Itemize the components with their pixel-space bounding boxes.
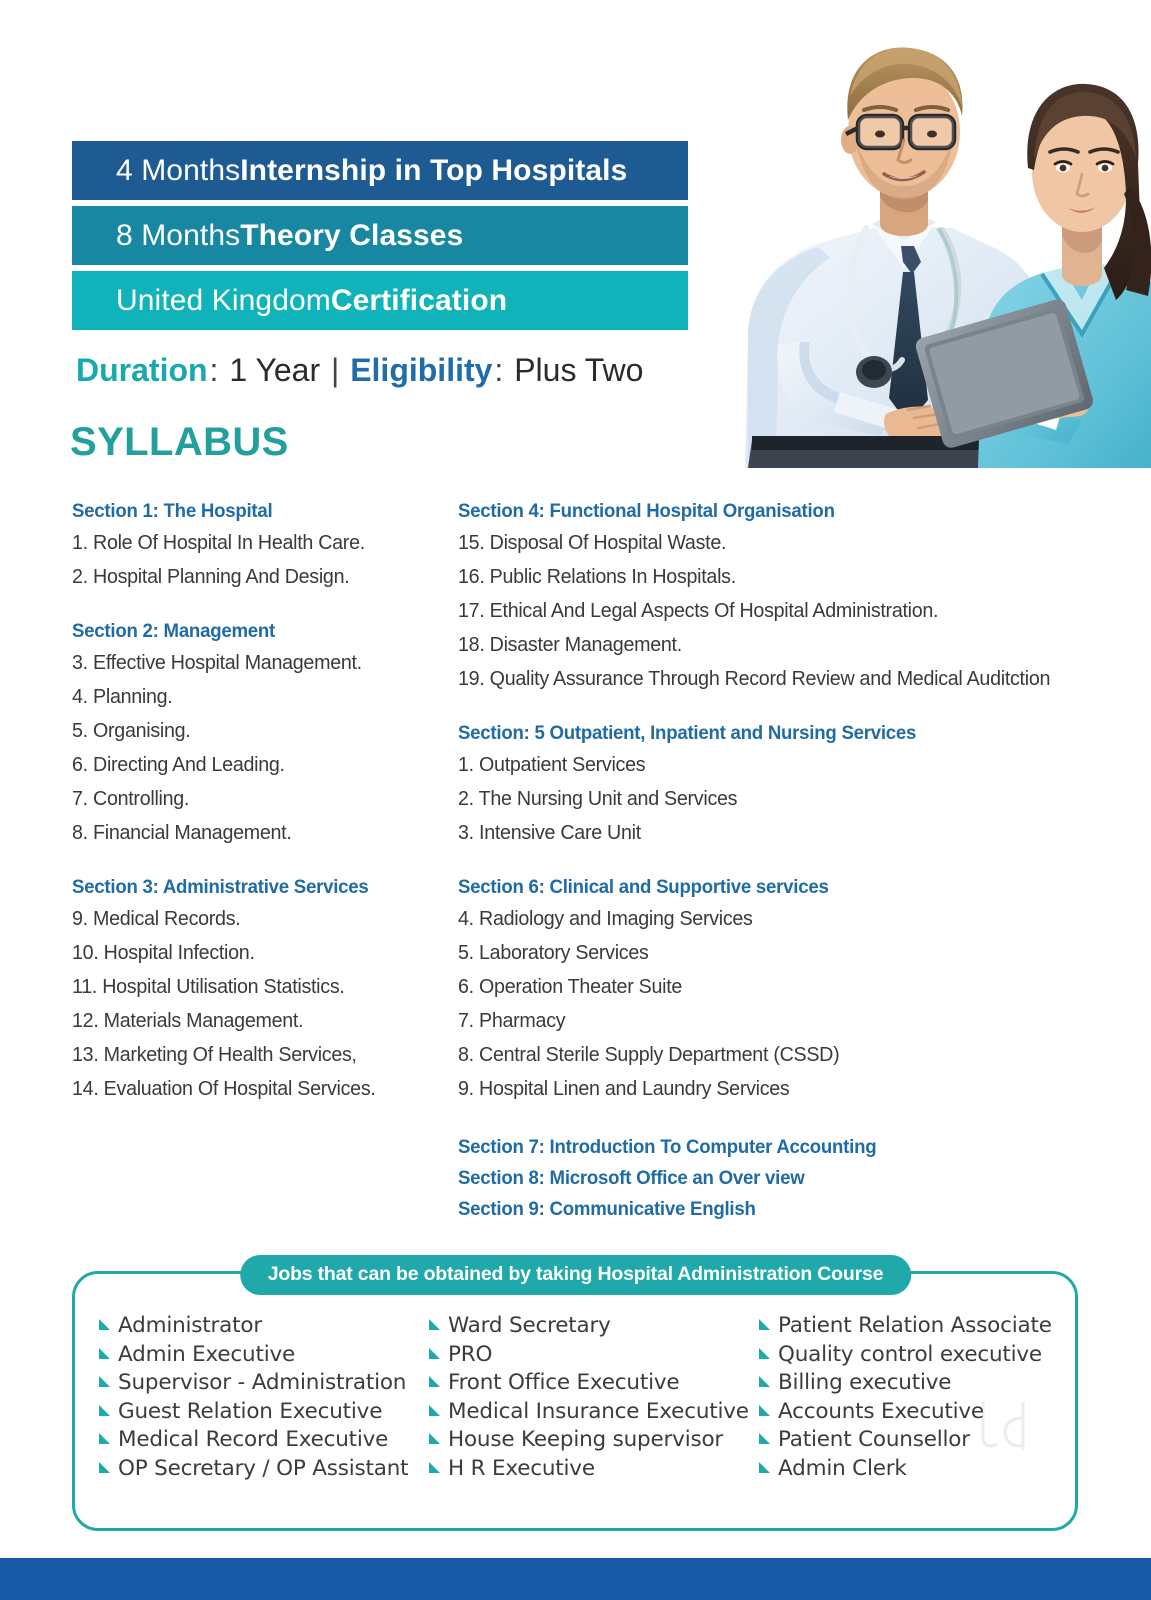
section-item: 2. The Nursing Unit and Services <box>458 787 738 810</box>
section-heading: Section 8: Microsoft Office an Over view <box>458 1167 805 1189</box>
section-item: 6. Operation Theater Suite <box>458 975 683 998</box>
job-label: Billing executive <box>778 1370 952 1395</box>
job-label: OP Secretary / OP Assistant <box>118 1455 409 1481</box>
triangle-bullet-icon <box>98 1375 111 1388</box>
list-item <box>758 1341 1078 1370</box>
list-item <box>428 1312 758 1341</box>
section-heading: Section 3: Administrative Services <box>72 876 369 898</box>
section-heading: Section 2: Management <box>72 620 275 642</box>
list-item <box>428 1426 758 1455</box>
section-block <box>458 876 1098 1106</box>
banner-bar-certification <box>72 271 688 330</box>
section-block <box>458 500 1098 696</box>
section-item: 10. Hospital Infection. <box>72 941 255 964</box>
section-block <box>458 722 1098 850</box>
section-item: 5. Organising. <box>72 719 191 742</box>
triangle-bullet-icon <box>428 1318 441 1331</box>
highlight-banner-stack <box>72 141 688 336</box>
section-item: 11. Hospital Utilisation Statistics. <box>72 975 345 998</box>
triangle-bullet-icon <box>758 1404 771 1417</box>
jobs-grid <box>72 1312 1078 1483</box>
triangle-bullet-icon <box>758 1347 771 1360</box>
triangle-bullet-icon <box>428 1375 441 1388</box>
eligibility-label: Eligibility <box>350 352 493 388</box>
duration-eligibility-line <box>76 352 643 389</box>
list-item <box>758 1369 1078 1398</box>
section-heading: Section 7: Introduction To Computer Accounting <box>458 1136 877 1158</box>
list-item <box>428 1455 758 1484</box>
list-item <box>98 1426 428 1455</box>
section-item: 7. Controlling. <box>72 787 190 810</box>
section-block <box>72 500 452 594</box>
duration-label: Duration <box>76 352 208 388</box>
triangle-bullet-icon <box>98 1404 111 1417</box>
section-item: 18. Disaster Management. <box>458 633 682 656</box>
list-item <box>98 1312 428 1341</box>
section-item: 1. Outpatient Services <box>458 753 646 776</box>
section-item: 8. Central Sterile Supply Department (CSSD) <box>458 1043 840 1066</box>
job-label: Medical Record Executive <box>118 1427 389 1452</box>
job-label: H R Executive <box>448 1455 595 1481</box>
syllabus-left-column <box>72 500 452 1132</box>
syllabus-title: SYLLABUS <box>70 420 289 464</box>
triangle-bullet-icon <box>758 1375 771 1388</box>
section-item: 1. Role Of Hospital In Health Care. <box>72 531 365 554</box>
duration-value: 1 Year <box>229 352 321 388</box>
section-block <box>72 620 452 850</box>
banner-bar-3-strong: Certification <box>330 283 508 317</box>
list-item <box>98 1455 428 1484</box>
job-label: Accounts Executive <box>778 1398 984 1424</box>
justdial-watermark-icon <box>973 1398 1035 1454</box>
job-label: Front Office Executive <box>448 1370 680 1395</box>
job-label: Patient Counsellor <box>778 1427 970 1452</box>
detail-divider: | <box>330 352 340 388</box>
section-heading: Section 6: Clinical and Supportive services <box>458 876 829 898</box>
list-item <box>98 1341 428 1370</box>
list-item <box>98 1369 428 1398</box>
section-item: 9. Hospital Linen and Laundry Services <box>458 1077 790 1100</box>
syllabus-right-column <box>458 500 1098 1225</box>
triangle-bullet-icon <box>98 1318 111 1331</box>
banner-bar-internship <box>72 141 688 200</box>
section-item: 14. Evaluation Of Hospital Services. <box>72 1077 376 1100</box>
jobs-column-2 <box>428 1312 758 1483</box>
section-item: 5. Laboratory Services <box>458 941 649 964</box>
job-label: Medical Insurance Executive <box>448 1398 749 1424</box>
section-item: 3. Effective Hospital Management. <box>72 651 362 674</box>
job-label: Guest Relation Executive <box>118 1398 383 1424</box>
list-item <box>428 1398 758 1427</box>
job-label: Admin Clerk <box>778 1455 907 1481</box>
triangle-bullet-icon <box>758 1461 771 1474</box>
list-item <box>428 1341 758 1370</box>
job-label: Admin Executive <box>118 1341 296 1367</box>
section-item: 6. Directing And Leading. <box>72 753 285 776</box>
list-item <box>428 1369 758 1398</box>
banner-bar-2-strong: Theory Classes <box>240 218 464 252</box>
section-item: 12. Materials Management. <box>72 1009 304 1032</box>
job-label: Administrator <box>118 1313 262 1338</box>
section-item: 4. Planning. <box>72 685 173 708</box>
triangle-bullet-icon <box>98 1461 111 1474</box>
job-label: Supervisor - Administration <box>118 1370 407 1395</box>
section-item: 9. Medical Records. <box>72 907 241 930</box>
jobs-panel-title: Jobs that can be obtained by taking Hospital Administration Course <box>240 1255 912 1295</box>
banner-bar-3-prefix: United Kingdom <box>116 283 331 317</box>
section-item: 15. Disposal Of Hospital Waste. <box>458 531 727 554</box>
list-item <box>758 1312 1078 1341</box>
triangle-bullet-icon <box>428 1461 441 1474</box>
section-item: 13. Marketing Of Health Services, <box>72 1043 357 1066</box>
section-heading: Section 4: Functional Hospital Organisation <box>458 500 835 522</box>
job-label: PRO <box>448 1341 493 1367</box>
banner-bar-2-prefix: 8 Months <box>116 218 241 252</box>
eligibility-colon: : <box>494 352 504 388</box>
list-item <box>758 1455 1078 1484</box>
section-heading: Section 9: Communicative English <box>458 1198 756 1220</box>
jobs-column-1 <box>98 1312 428 1483</box>
section-block <box>72 876 452 1106</box>
section-heading: Section 1: The Hospital <box>72 500 273 522</box>
section-item: 19. Quality Assurance Through Record Review and Medical Auditction <box>458 667 1051 690</box>
footer-bar <box>0 1558 1151 1600</box>
section-item: 3. Intensive Care Unit <box>458 821 641 844</box>
triangle-bullet-icon <box>428 1404 441 1417</box>
section-item: 17. Ethical And Legal Aspects Of Hospital Administration. <box>458 599 939 622</box>
section-item: 16. Public Relations In Hospitals. <box>458 565 736 588</box>
eligibility-value: Plus Two <box>514 352 644 388</box>
section-heading: Section: 5 Outpatient, Inpatient and Nursing Services <box>458 722 917 744</box>
job-label: Ward Secretary <box>448 1313 611 1338</box>
triangle-bullet-icon <box>428 1347 441 1360</box>
banner-bar-1-strong: Internship in Top Hospitals <box>240 153 628 187</box>
duration-colon: : <box>209 352 219 388</box>
doctor-nurse-photo <box>690 0 1151 468</box>
list-item <box>98 1398 428 1427</box>
section-item: 8. Financial Management. <box>72 821 292 844</box>
job-label: House Keeping supervisor <box>448 1427 724 1452</box>
section-item: 2. Hospital Planning And Design. <box>72 565 350 588</box>
banner-bar-1-prefix: 4 Months <box>116 153 241 187</box>
triangle-bullet-icon <box>758 1432 771 1445</box>
job-label: Quality control executive <box>778 1341 1042 1367</box>
triangle-bullet-icon <box>98 1432 111 1445</box>
job-label: Patient Relation Associate <box>778 1313 1052 1338</box>
triangle-bullet-icon <box>98 1347 111 1360</box>
section-tail-headings <box>458 1132 1098 1225</box>
triangle-bullet-icon <box>428 1432 441 1445</box>
triangle-bullet-icon <box>758 1318 771 1331</box>
banner-bar-theory <box>72 206 688 265</box>
section-item: 7. Pharmacy <box>458 1009 566 1032</box>
section-item: 4. Radiology and Imaging Services <box>458 907 753 930</box>
